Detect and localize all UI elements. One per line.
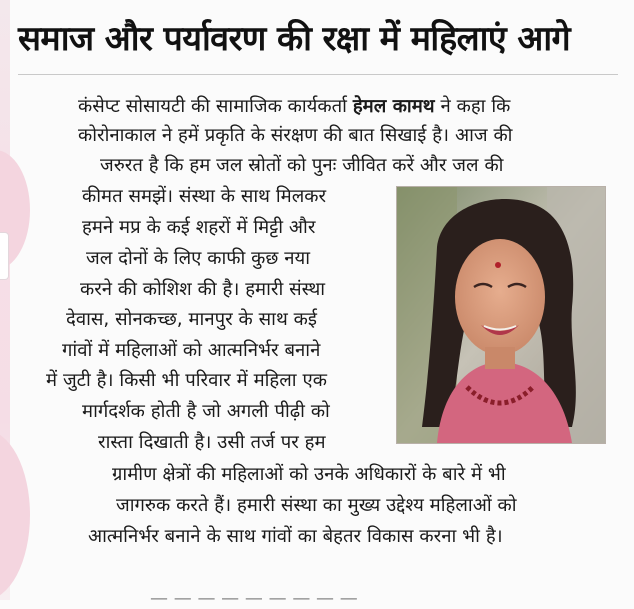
article-line: जागरुक करते हैं। हमारी संस्था का मुख्य उद्देश्य महिलाओं को xyxy=(116,495,517,516)
article-line: रास्ता दिखाती है। उसी तर्ज पर हम xyxy=(98,432,326,453)
article-line: गांवों में महिलाओं को आत्मनिर्भर बनाने xyxy=(62,340,321,361)
decorative-pink-shape xyxy=(0,430,30,600)
article-text: कंसेप्ट सोसायटी की सामाजिक कार्यकर्ता xyxy=(78,96,347,117)
article-line: हमने मप्र के कई शहरों में मिट्टी और xyxy=(82,217,316,238)
article-line: जल दोनों के लिए काफी कुछ नया xyxy=(86,248,311,269)
portrait-illustration xyxy=(397,187,605,443)
headline-divider xyxy=(18,74,618,75)
author-name: हेमल कामथ xyxy=(352,96,435,117)
article-line: कीमत समझें। संस्था के साथ मिलकर xyxy=(82,186,327,207)
headline: समाज और पर्यावरण की रक्षा में महिलाएं आगे xyxy=(18,19,571,59)
article-line: मार्गदर्शक होती है जो अगली पीढ़ी को xyxy=(82,401,330,422)
article-line: देवास, सोनकच्छ, मानपुर के साथ कई xyxy=(66,309,317,330)
article-line: जरुरत है कि हम जल स्रोतों को पुनः जीवित करें और जल की xyxy=(100,155,504,176)
article-line: ग्रामीण क्षेत्रों की महिलाओं को उनके अधिकारों के बारे में भी xyxy=(112,464,506,485)
article-line: करने की कोशिश की है। हमारी संस्था xyxy=(80,279,326,300)
page-edge-tab xyxy=(0,232,9,280)
cropped-next-line: — — — — — — — — — xyxy=(150,588,358,609)
article-line: आत्मनिर्भर बनाने के साथ गांवों का बेहतर विकास करना भी है। xyxy=(88,526,503,547)
article-text: ने कहा कि xyxy=(440,96,511,117)
article-line: कोरोनाकाल ने हमें प्रकृति के संरक्षण की बात सिखाई है। आज की xyxy=(78,125,513,146)
article-line xyxy=(78,94,510,120)
article-line: में जुटी है। किसी भी परिवार में महिला एक xyxy=(46,370,327,391)
portrait-photo xyxy=(396,186,606,444)
